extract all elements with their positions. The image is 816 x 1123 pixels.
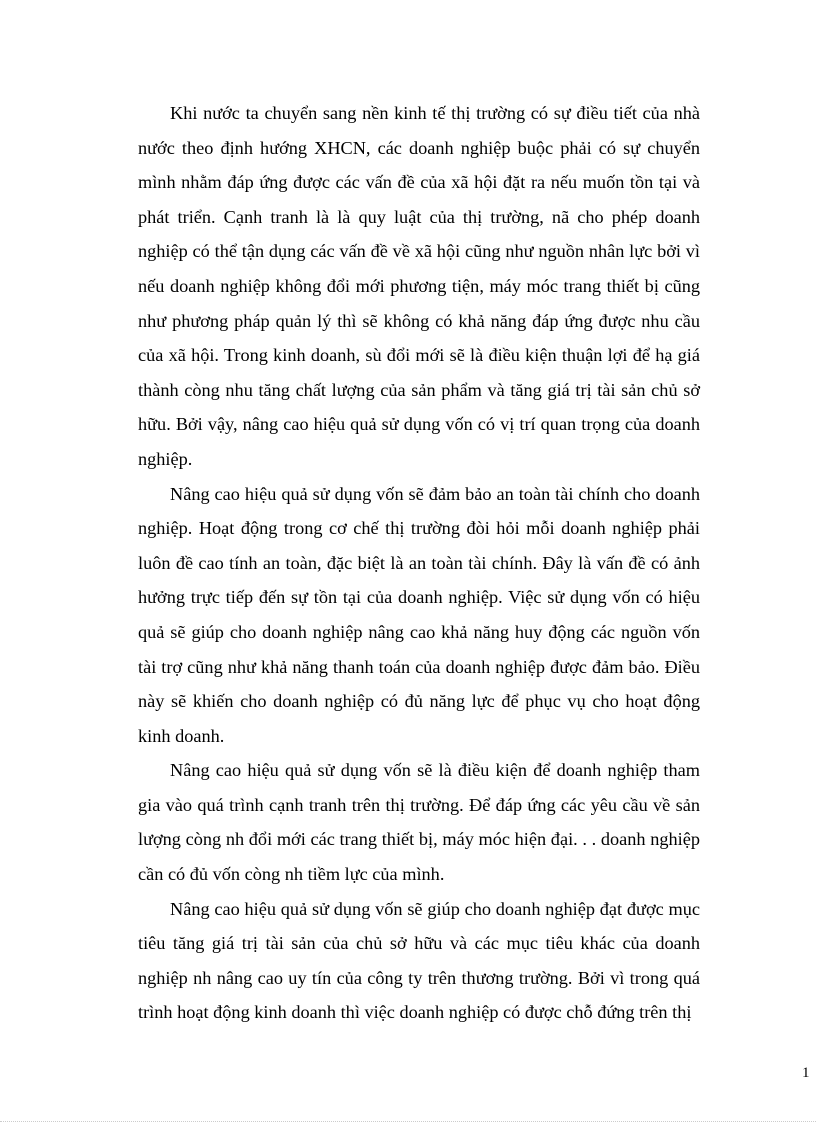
paragraph-4: Nâng cao hiệu quả sử dụng vốn sẽ giúp cho doanh nghiệp đạt được mục tiêu tăng giá trị tài sản của chủ sở hữu và các mục tiêu khác của doanh nghiệp nh nâng cao uy tín của công ty trên thương trường. Bởi vì trong quá trình hoạt động kinh doanh thì việc doanh nghiệp có được chỗ đứng trên thị	[138, 898, 700, 1023]
paragraph-2: Nâng cao hiệu quả sử dụng vốn sẽ đảm bảo an toàn tài chính cho doanh nghiệp. Hoạt động trong cơ chế thị trường đòi hỏi mỗi doanh nghiệp phải luôn đề cao tính an toàn, đặc biệt là an toàn tài chính. Đây là vấn đề có ảnh hưởng trực tiếp đến sự tồn tại của doanh nghiệp. Việc sử dụng vốn có hiệu quả sẽ giúp cho doanh nghiệp nâng cao khả năng huy động các nguồn vốn tài trợ cũng như khả năng thanh toán của doanh nghiệp được đảm bảo. Điều này sẽ khiến cho doanh nghiệp có đủ năng lực để phục vụ cho hoạt động kinh doanh.	[138, 483, 700, 746]
document-body	[138, 96, 700, 1030]
page-number: 1	[802, 1065, 810, 1081]
page-bottom-rule	[0, 1121, 816, 1122]
paragraph-3: Nâng cao hiệu quả sử dụng vốn sẽ là điều kiện để doanh nghiệp tham gia vào quá trình cạnh tranh trên thị trường. Để đáp ứng các yêu cầu về sản lượng còng nh đổi mới các trang thiết bị, máy móc hiện đại. . . doanh nghiệp cần có đủ vốn còng nh tiềm lực của mình.	[138, 760, 700, 885]
paragraph-1: Khi nước ta chuyển sang nền kinh tế thị trường có sự điều tiết của nhà nước theo định hướng XHCN, các doanh nghiệp buộc phải có sự chuyển mình nhằm đáp ứng được các vấn đề của xã hội đặt ra nếu muốn tồn tại và phát triển. Cạnh tranh là là quy luật của thị trường, nã cho phép doanh nghiệp có thể tận dụng các vấn đề về xã hội cũng như nguồn nhân lực bởi vì nếu doanh nghiệp không đổi mới phương tiện, máy móc trang thiết bị cũng như phương pháp quản lý thì sẽ không có khả năng đáp ứng được nhu cầu của xã hội. Trong kinh doanh, sù đổi mới sẽ là điều kiện thuận lợi để hạ giá thành còng nhu tăng chất lượng của sản phẩm và tăng giá trị tài sản chủ sở hữu. Bởi vậy, nâng cao hiệu quả sử dụng vốn có vị trí quan trọng của doanh nghiệp.	[138, 103, 700, 469]
